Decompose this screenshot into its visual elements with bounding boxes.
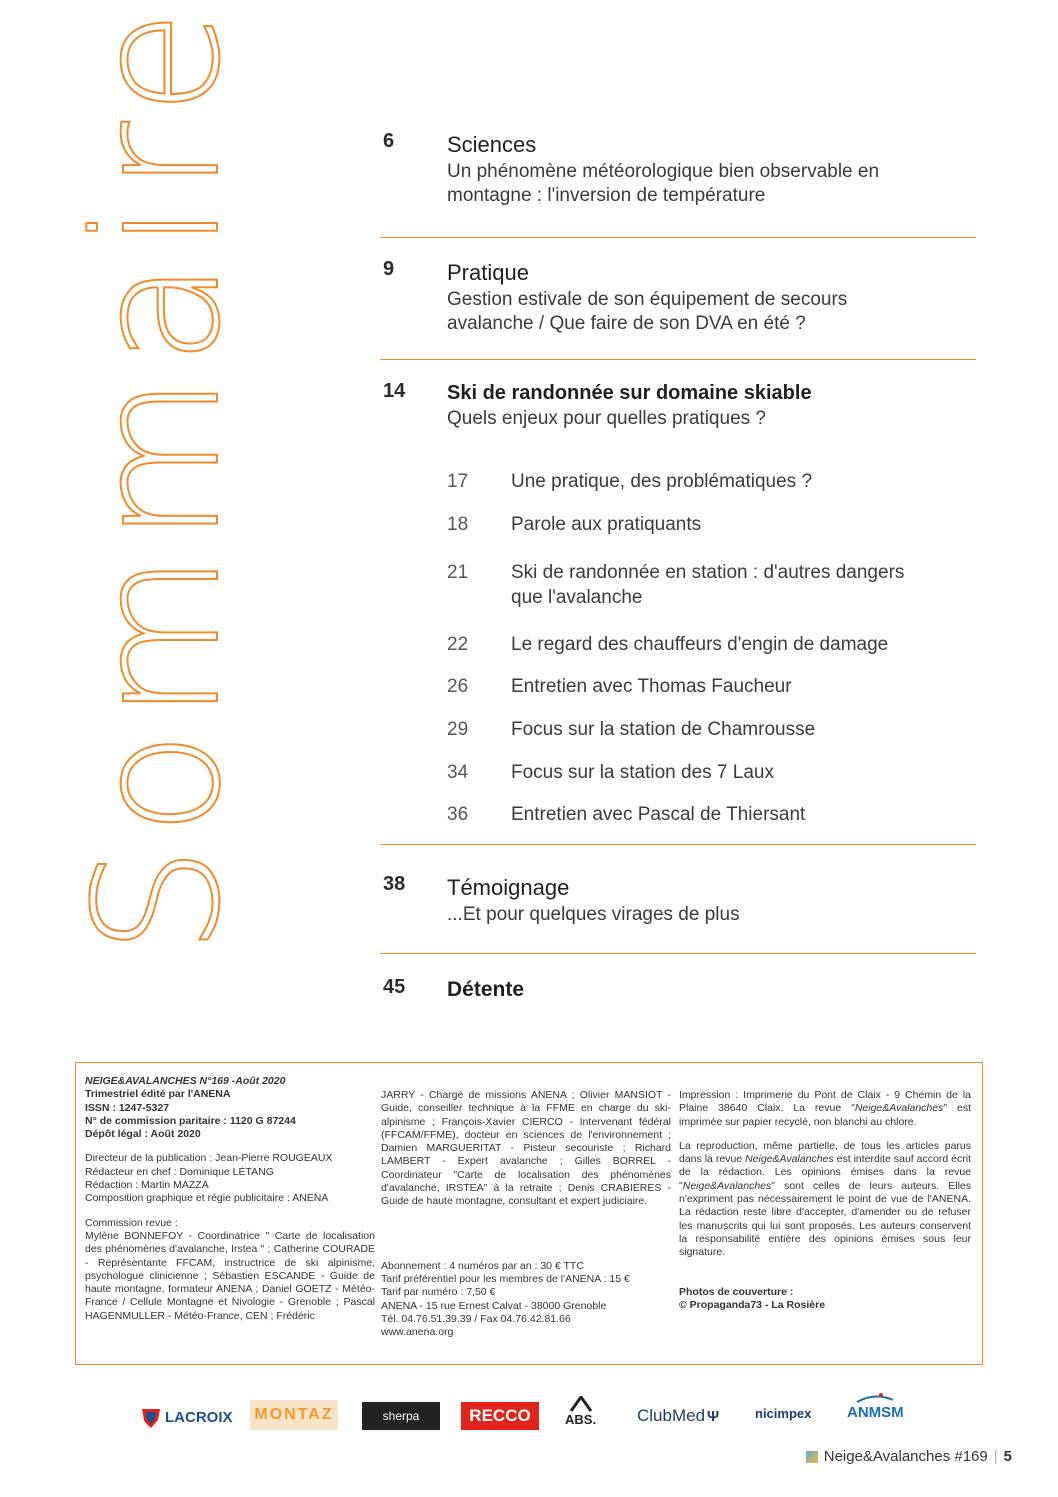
website-link[interactable]: www.anena.org bbox=[381, 1326, 454, 1339]
section-subtitle: Un phénomène météorologique bien observable en montagne : l'inversion de température bbox=[447, 160, 880, 207]
composition-line: Composition graphique et régie publicitaire : ANENA bbox=[85, 1192, 329, 1205]
item-page-number: 21 bbox=[447, 562, 469, 584]
sub-items-list bbox=[380, 470, 976, 828]
depot-legal-line: Dépôt légal : Août 2020 bbox=[85, 1128, 201, 1141]
section-divider bbox=[380, 953, 976, 954]
phone-line: Tél. 04.76.51.39.39 / Fax 04.76.42.81.66 bbox=[381, 1312, 571, 1325]
issn-line: ISSN : 1247-5327 bbox=[85, 1101, 170, 1114]
impression-text: Impression : Imprimerie du Pont de Claix - 9 Chemin de la Plaine 38640 Claix. La revue "Neige&Avalanches" est imprimée sur papier recyclé, non blanchi au chlore. bbox=[679, 1089, 971, 1128]
credits-box bbox=[75, 1062, 983, 1365]
issue-line: NEIGE&AVALANCHES N°169 -Août 2020 bbox=[85, 1075, 286, 1087]
section-subtitle: Quels enjeux pour quelles pratiques ? bbox=[447, 408, 766, 430]
sponsor-logo-nicimpex: nicimpex bbox=[755, 1406, 812, 1421]
item-label: Entretien avec Thomas Faucheur bbox=[511, 676, 792, 698]
list-item[interactable] bbox=[447, 761, 976, 786]
commission-revue-label: Commission revue : bbox=[85, 1216, 178, 1229]
mountain-icon bbox=[570, 1396, 592, 1412]
credits-column-3 bbox=[679, 1089, 971, 1312]
tarif-numero-line: Tarif par numéro : 7,50 € bbox=[381, 1286, 496, 1299]
section-title: Témoignage bbox=[447, 875, 570, 900]
magazine-logo-icon bbox=[806, 1451, 818, 1463]
item-label: Parole aux pratiquants bbox=[511, 513, 702, 535]
item-label: Une pratique, des problématiques ? bbox=[511, 470, 813, 492]
commission-members-text: JARRY - Chargé de missions ANENA ; Olivier MANSIOT - Guide, conseiller technique à la FFME en charge du ski-alpinisme ; François-Xavier CIERCO - Intervenant fédéral (FFCAM/FFME), docteur en sciences de l'environnement ; Damien MARGUERITAT - Pisteur secouriste ; Richard LAMBERT - Expert avalanche ; Gilles BORREL - Coordinateur "Carte de localisation des phénomènes d'avalanche, IRSTEA" à la retraite ; Denis CRABIERES - Guide de haute montagne, consultant et expert judiciaire. bbox=[381, 1089, 671, 1208]
section-page-number: 45 bbox=[383, 976, 406, 999]
photos-credit: © Propaganda73 - La Rosière bbox=[679, 1298, 826, 1311]
item-page-number: 22 bbox=[447, 633, 469, 655]
sponsor-logo-clubmed: ClubMed Ψ bbox=[637, 1406, 720, 1425]
section-page-number: 14 bbox=[383, 380, 406, 403]
toc-section-sciences[interactable] bbox=[380, 130, 976, 209]
list-item[interactable] bbox=[447, 561, 941, 610]
item-label: Focus sur la station des 7 Laux bbox=[511, 761, 774, 783]
list-item[interactable] bbox=[447, 675, 976, 700]
section-title: Ski de randonnée sur domaine skiable bbox=[447, 382, 812, 405]
item-page-number: 29 bbox=[447, 718, 469, 740]
skier-icon bbox=[855, 1392, 895, 1404]
address-line: ANENA - 15 rue Ernest Calvat - 38000 Grenoble bbox=[381, 1299, 607, 1312]
item-page-number: 17 bbox=[447, 470, 469, 492]
section-title: Détente bbox=[447, 978, 525, 1002]
sponsor-logo-abs: ABS. bbox=[565, 1396, 596, 1427]
list-item[interactable] bbox=[447, 803, 976, 828]
item-page-number: 18 bbox=[447, 513, 469, 535]
abonnement-line: Abonnement : 4 numéros par an : 30 € TTC bbox=[381, 1259, 584, 1272]
item-page-number: 26 bbox=[447, 676, 469, 698]
page-footer bbox=[806, 1448, 1012, 1465]
item-page-number: 36 bbox=[447, 804, 469, 826]
trident-icon: Ψ bbox=[707, 1407, 720, 1425]
toc-section-detente[interactable] bbox=[380, 976, 976, 1004]
section-subtitle: Gestion estivale de son équipement de secours avalanche / Que faire de son DVA en été ? bbox=[447, 288, 848, 335]
sponsor-logo-lacroix: LACROIX bbox=[140, 1406, 233, 1428]
page-number: 5 bbox=[1003, 1448, 1012, 1465]
list-item[interactable] bbox=[447, 633, 976, 658]
sponsor-logo-montaz: MONTAZ bbox=[250, 1400, 338, 1430]
section-divider bbox=[380, 359, 976, 360]
item-page-number: 34 bbox=[447, 761, 469, 783]
toc-section-ski-de-randonnee[interactable] bbox=[380, 380, 976, 432]
list-item[interactable] bbox=[447, 718, 976, 743]
item-label: Entretien avec Pascal de Thiersant bbox=[511, 804, 806, 826]
list-item[interactable] bbox=[447, 513, 976, 538]
table-of-contents bbox=[380, 130, 976, 1005]
item-label: Le regard des chauffeurs d'engin de damage bbox=[511, 633, 889, 655]
credits-column-1 bbox=[85, 1075, 375, 1323]
redacteur-line: Rédacteur en chef : Dominique LÉTANG bbox=[85, 1165, 274, 1178]
sponsor-logo-anmsm: ANMSM bbox=[847, 1392, 904, 1421]
item-label: Focus sur la station de Chamrousse bbox=[511, 718, 816, 740]
section-page-number: 38 bbox=[383, 873, 406, 895]
section-page-number: 9 bbox=[383, 258, 395, 281]
redaction-line: Rédaction : Martin MAZZA bbox=[85, 1179, 209, 1192]
section-page-number: 6 bbox=[383, 130, 395, 152]
tarif-preferentiel-line: Tarif préférentiel pour les membres de l'ANENA : 15 € bbox=[381, 1272, 630, 1285]
section-divider bbox=[380, 844, 976, 845]
sponsor-logo-recco: RECCO bbox=[461, 1402, 539, 1430]
toc-section-temoignage[interactable] bbox=[380, 873, 976, 927]
toc-section-pratique[interactable] bbox=[380, 258, 976, 337]
reproduction-text: La reproduction, même partielle, de tous les articles parus dans la revue Neige&Avalanches est interdite sauf accord écrit de la rédaction. Les opinions émises dans la revue "Neige&Avalanches" sont celles de leurs auteurs. Elles n'expriment pas nécessairement le point de vue de l'ANENA. La rédaction reste libre d'accepter, d'amender ou de refuser les manuscrits qui lui sont proposés. Les auteurs conservent la responsabilité entière des opinions émises sous leur signature. bbox=[679, 1139, 971, 1259]
commission-paritaire-line: N° de commission paritaire : 1120 G 87244 bbox=[85, 1114, 296, 1127]
section-subtitle: ...Et pour quelques virages de plus bbox=[447, 903, 740, 925]
credits-column-2 bbox=[381, 1089, 671, 1339]
publisher-line: Trimestriel édité par l'ANENA bbox=[85, 1088, 231, 1101]
directeur-line: Directeur de la publication : Jean-Pierre ROUGEAUX bbox=[85, 1152, 333, 1165]
footer-separator: | bbox=[993, 1448, 998, 1465]
sponsor-logo-sherpa: sherpa bbox=[362, 1402, 440, 1430]
list-item[interactable] bbox=[447, 470, 976, 495]
photos-label: Photos de couverture : bbox=[679, 1285, 794, 1298]
magazine-name: Neige&Avalanches #169 bbox=[823, 1448, 988, 1465]
commission-revue-text: Mylène BONNEFOY - Coordinatrice " Carte de localisation des phénomènes d'avalanche, Irstea " ; Catherine COURADE - Représentante FFCAM, instructrice de ski alpinisme, psychologue clinicienne ; Sébastien ESCANDE - Guide de haute montagne, formateur ANENA ; Daniel GOETZ - Météo-France / Cellule Montagne et Nivologie - Grenoble ; Pascal HAGENMULLER - Météo-France, CEN ; Frédéric bbox=[85, 1229, 375, 1322]
shield-icon bbox=[140, 1406, 162, 1428]
sponsor-logos bbox=[135, 1392, 925, 1440]
item-label: Ski de randonnée en station : d'autres dangers que l'avalanche bbox=[511, 562, 905, 608]
section-title: Sciences bbox=[447, 132, 537, 157]
section-title: Pratique bbox=[447, 260, 529, 286]
section-divider bbox=[380, 237, 976, 238]
page-title: Sommaire bbox=[57, 0, 258, 955]
